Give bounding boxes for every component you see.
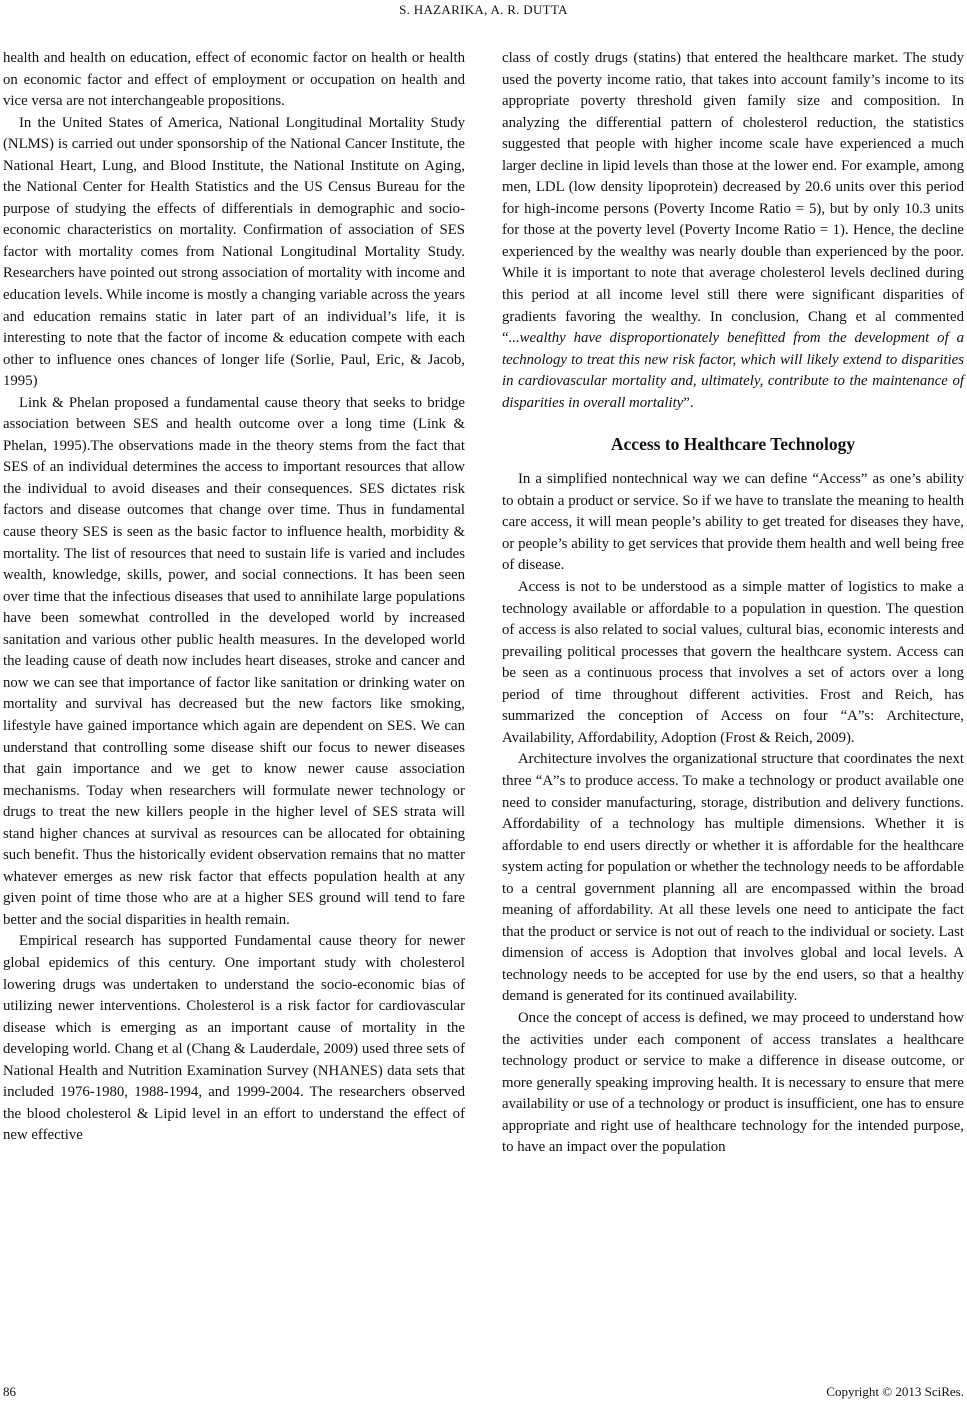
- page-footer: [0, 1380, 967, 1404]
- page-number: 86: [3, 1384, 16, 1399]
- paragraph-text: class of costly drugs (statins) that entered the healthcare market. The study used the poverty income ratio, that takes into account family’s income to its appropriate poverty threshold given family size and composition. In analyzing the differential pattern of cholesterol reduction, the statistics suggested that people with higher income scale have experienced a much larger decline in lipid levels than those at the lower end. For example, among men, LDL (low density lipoprotein) decreased by 20.6 units over this period for high-income persons (Poverty Income Ratio = 5), but by only 10.3 units for those at the poverty level (Poverty Income Ratio = 1). Hence, the decline experienced by the wealthy was nearly double than experienced by the poor. While it is important to note that average cholesterol levels declined during this period at all income level still there were significant disparities of gradients favoring the wealthy. In conclusion, Chang et al commented “: [502, 50, 964, 347]
- quoted-conclusion: ...wealthy have disproportionately benefitted from the development of a technology to treat this new risk factor, which will likely extend to disparities in cardiovascular mortality and, ultimately, contribute to the maintenance of disparities in overall mortality: [502, 330, 964, 411]
- paragraph: Architecture involves the organizational structure that coordinates the next three “A”s to produce access. To make a technology or product available one need to consider manufacturing, storage, distribution and delivery functions. Affordability of a technology has multiple dimensions. Whether it is affordable to end users directly or whether it is affordable for the healthcare system acting for population or whether the technology needs to be affordable to a central government planning all are encompassed within the broad meaning of affordability. At all these levels one need to anticipate the fact that the product or service is not out of reach to the individual or society. Last dimension of access is Adoption that involves global and local levels. A technology needs to be accepted for use by the end users, so that a healthy demand is generated for its continued availability.: [502, 751, 964, 1005]
- left-column: [3, 48, 465, 1147]
- paragraph: Access is not to be understood as a simple matter of logistics to make a technology available or affordable to a population in question. The question of access is also related to social values, cultural bias, economic interests and prevailing political processes that govern the healthcare system. Access can be seen as a continuous process that involves a set of actors over a long period of time throughout different activities. Frost and Reich, has summarized the conception of Access on four “A”s: Architecture, Availability, Affordability, Adoption (Frost & Reich, 2009).: [502, 579, 964, 746]
- paragraph: health and health on education, effect of economic factor on health or health on economic factor and effect of employment or occupation on health and vice versa are not interchangeable propositions.: [3, 50, 465, 110]
- paragraph: [502, 48, 964, 414]
- paragraph: Link & Phelan proposed a fundamental cause theory that seeks to bridge association between SES and health outcome over a long time (Link & Phelan, 1995).The observations made in the theory stems from the fact that SES of an individual determines the access to important resources that allow the individual to avoid diseases and their consequences. SES dictates risk factors and disease outcomes that change over time. Thus in fundamental cause theory SES is seen as the basic factor to influence health, morbidity & mortality. The list of resources that need to sustain life is varied and includes wealth, knowledge, skills, power, and social connections. It has been seen over time that the infectious diseases that used to annihilate large populations have been somewhat controlled in the developed world by increased sanitation and various other public health measures. In the developed world the leading cause of death now includes heart diseases, stroke and cancer and now we can see that importance of factor like sanitation or drinking water on mortality and survival has decreased but the new factors like smoking, lifestyle have gained importance which again are dependent on SES. We can understand that controlling some disease shift our focus to newer diseases that gain importance and we get to know newer cause association mechanisms. Today when researchers will formulate newer technology or drugs to treat the new killers people in the higher level of SES strata will stand higher chances at survival as resources can be allocated for obtaining such benefit. Thus the historically evident observation remains that no matter whatever emerges as new risk factor that effects population health at any given point of time those who are at a higher SES ground will tend to fare better and the social disparities in health remain.: [3, 394, 465, 928]
- right-column: [502, 48, 964, 1159]
- running-head: S. HAZARIKA, A. R. DUTTA: [399, 2, 568, 17]
- paragraph-text: ”.: [683, 394, 694, 411]
- paragraph: Once the concept of access is defined, we may proceed to understand how the activities under each component of access translates a healthcare technology product or service to make a difference in disease outcome, or more generally speaking improving health. It is necessary to ensure that mere availability or use of a technology or product is insufficient, one has to ensure appropriate and right use of healthcare technology for the intended purpose, to have an impact over the population: [502, 1009, 964, 1156]
- paragraph: In a simplified nontechnical way we can define “Access” as one’s ability to obtain a product or service. So if we have to translate the meaning to health care access, it will mean people’s ability to get treated for diseases they have, or people’s ability to get services that provide them health and well being free of disease.: [502, 471, 964, 574]
- copyright-notice: Copyright © 2013 SciRes.: [826, 1384, 964, 1399]
- section-heading: Access to Healthcare Technology: [610, 434, 856, 455]
- paragraph: In the United States of America, National Longitudinal Mortality Study (NLMS) is carried out under sponsorship of the National Cancer Institute, the National Heart, Lung, and Blood Institute, the National Institute on Aging, the National Center for Health Statistics and the US Census Bureau for the purpose of studying the effects of differentials in demographic and socio-economic characteristics on mortality. Confirmation of association of SES factor with mortality comes from National Longitudinal Mortality Study. Researchers have pointed out strong association of mortality with income and education levels. While income is mostly a changing variable across the years and education remains static in later part of an individual’s life, it is interesting to note that the factor of income & education compete with each other to influence ones chances of longer life (Sorlie, Paul, Eric, & Jacob, 1995): [3, 114, 465, 390]
- paragraph: Empirical research has supported Fundamental cause theory for newer global epidemics of this century. One important study with cholesterol lowering drugs was undertaken to understand the socio-economic bias of utilizing newer interventions. Cholesterol is a risk factor for cardiovascular disease which is emerging as an important cause of mortality in the developing world. Chang et al (Chang & Lauderdale, 2009) used three sets of National Health and Nutrition Examination Survey (NHANES) data sets that included 1976-1980, 1988-1994, and 1999-2004. The researchers observed the blood cholesterol & Lipid level in an effort to understand the effect of new effective: [3, 933, 465, 1144]
